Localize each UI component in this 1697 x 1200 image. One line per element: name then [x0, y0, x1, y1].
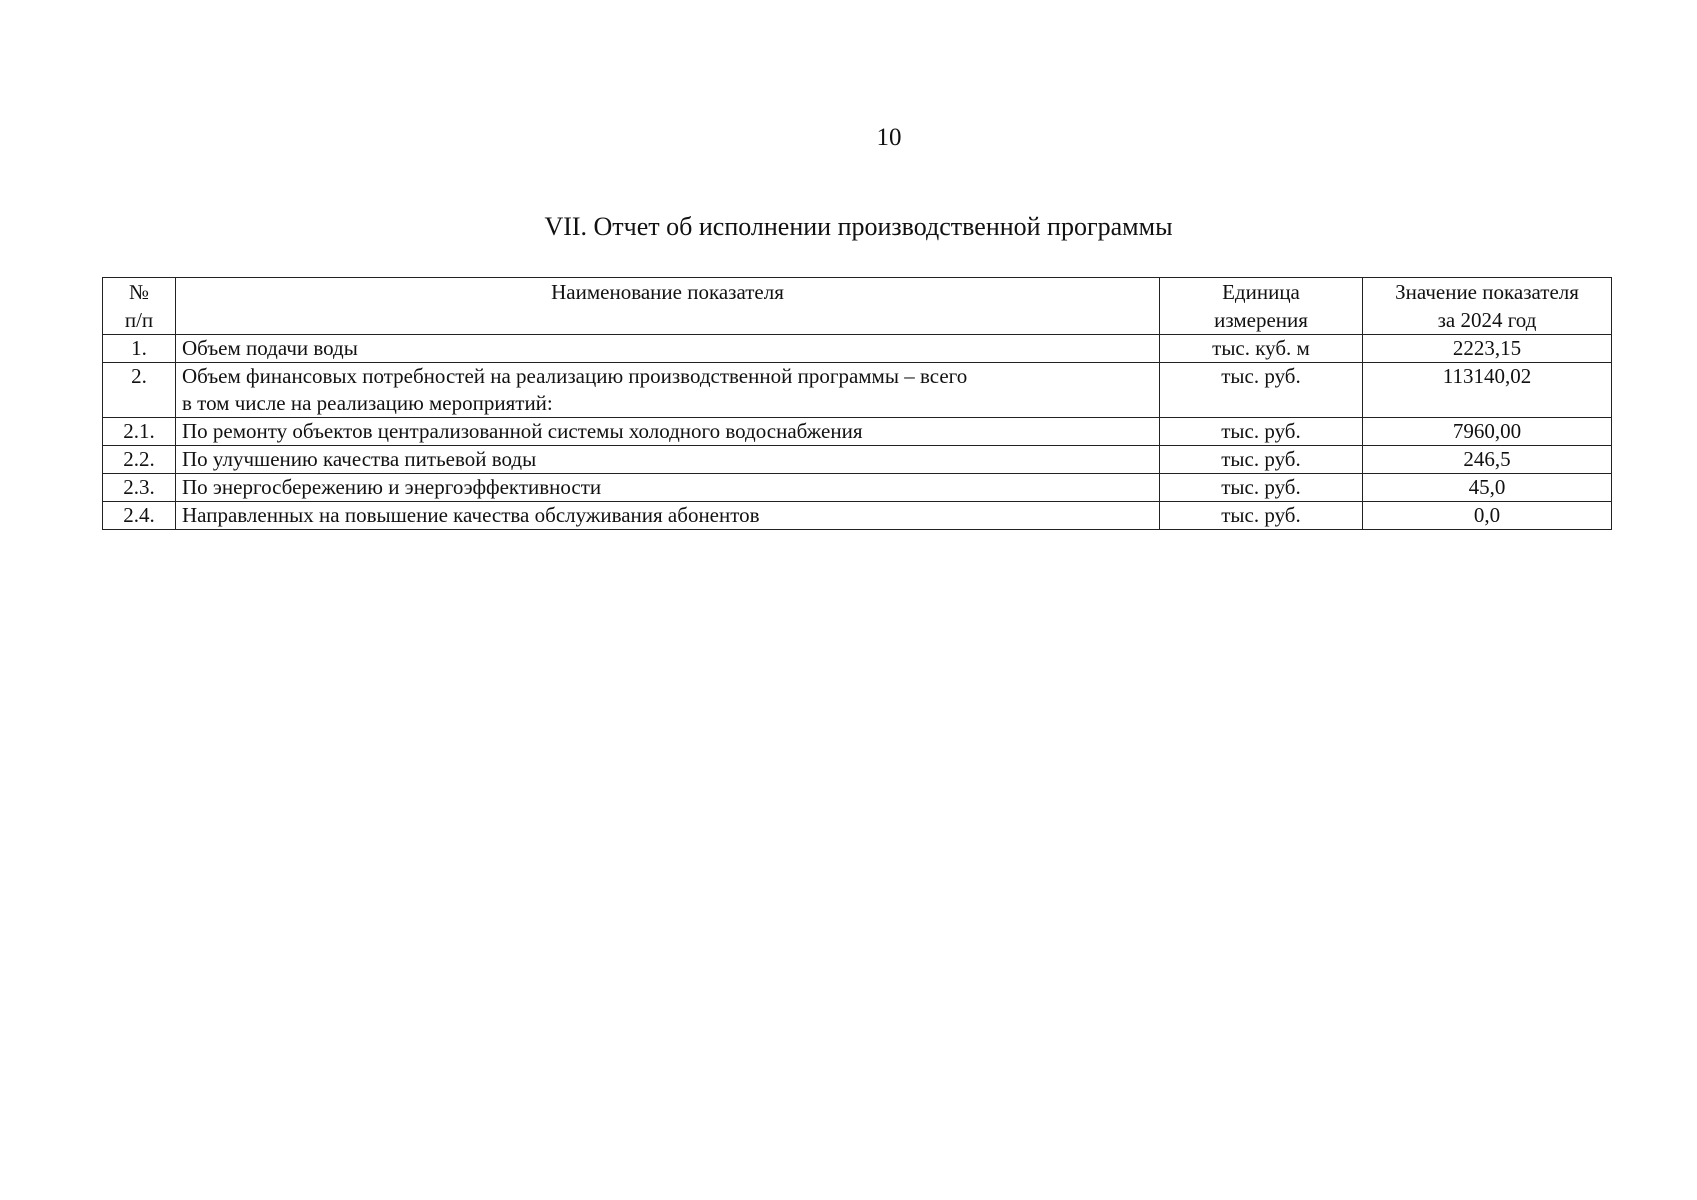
row-value: 45,0 — [1363, 474, 1612, 502]
page-number: 10 — [876, 124, 902, 151]
row-unit: тыс. руб. — [1160, 474, 1363, 502]
row-name — [176, 502, 1160, 530]
row-unit: тыс. куб. м — [1160, 335, 1363, 363]
row-value: 7960,00 — [1363, 418, 1612, 446]
row-name-line: Направленных на повышение качества обслуживания абонентов — [182, 503, 760, 527]
header-name-text: Наименование показателя — [551, 280, 784, 304]
header-unit — [1160, 278, 1363, 335]
header-num-line: п/п — [124, 308, 154, 332]
table-row — [103, 446, 1612, 474]
row-num: 1. — [103, 335, 176, 363]
row-num: 2. — [103, 363, 176, 418]
row-unit: тыс. руб. — [1160, 502, 1363, 530]
row-unit: тыс. руб. — [1160, 446, 1363, 474]
row-name — [176, 335, 1160, 363]
header-num — [103, 278, 176, 335]
row-name-line: По ремонту объектов централизованной системы холодного водоснабжения — [182, 419, 863, 443]
row-name-line: в том числе на реализацию мероприятий: — [182, 391, 553, 415]
row-unit: тыс. руб. — [1160, 363, 1363, 418]
table-row — [103, 418, 1612, 446]
row-name — [176, 363, 1160, 418]
table-row — [103, 502, 1612, 530]
header-name — [176, 278, 1160, 335]
header-value-line: за 2024 год — [1437, 308, 1537, 332]
row-value: 246,5 — [1363, 446, 1612, 474]
table-header-row — [103, 278, 1612, 335]
row-name-line: По энергосбережению и энергоэффективности — [182, 475, 602, 499]
header-unit-line: измерения — [1214, 308, 1308, 332]
row-num: 2.2. — [103, 446, 176, 474]
row-value: 2223,15 — [1363, 335, 1612, 363]
header-value — [1363, 278, 1612, 335]
header-value-line: Значение показателя — [1395, 280, 1579, 304]
row-num: 2.4. — [103, 502, 176, 530]
row-name — [176, 474, 1160, 502]
report-table — [102, 277, 1612, 530]
row-name-line: Объем подачи воды — [182, 336, 358, 360]
table-row — [103, 474, 1612, 502]
row-value: 0,0 — [1363, 502, 1612, 530]
header-num-line: № — [128, 280, 150, 304]
row-num: 2.1. — [103, 418, 176, 446]
row-name — [176, 418, 1160, 446]
header-unit-line: Единица — [1222, 280, 1300, 304]
row-unit: тыс. руб. — [1160, 418, 1363, 446]
row-name-line: Объем финансовых потребностей на реализацию производственной программы – всего — [182, 364, 968, 388]
row-value: 113140,02 — [1363, 363, 1612, 418]
section-title: VII. Отчет об исполнении производственной программы — [544, 212, 1173, 241]
row-num: 2.3. — [103, 474, 176, 502]
table-row — [103, 363, 1612, 418]
row-name-line: По улучшению качества питьевой воды — [182, 447, 537, 471]
table-row — [103, 335, 1612, 363]
row-name — [176, 446, 1160, 474]
